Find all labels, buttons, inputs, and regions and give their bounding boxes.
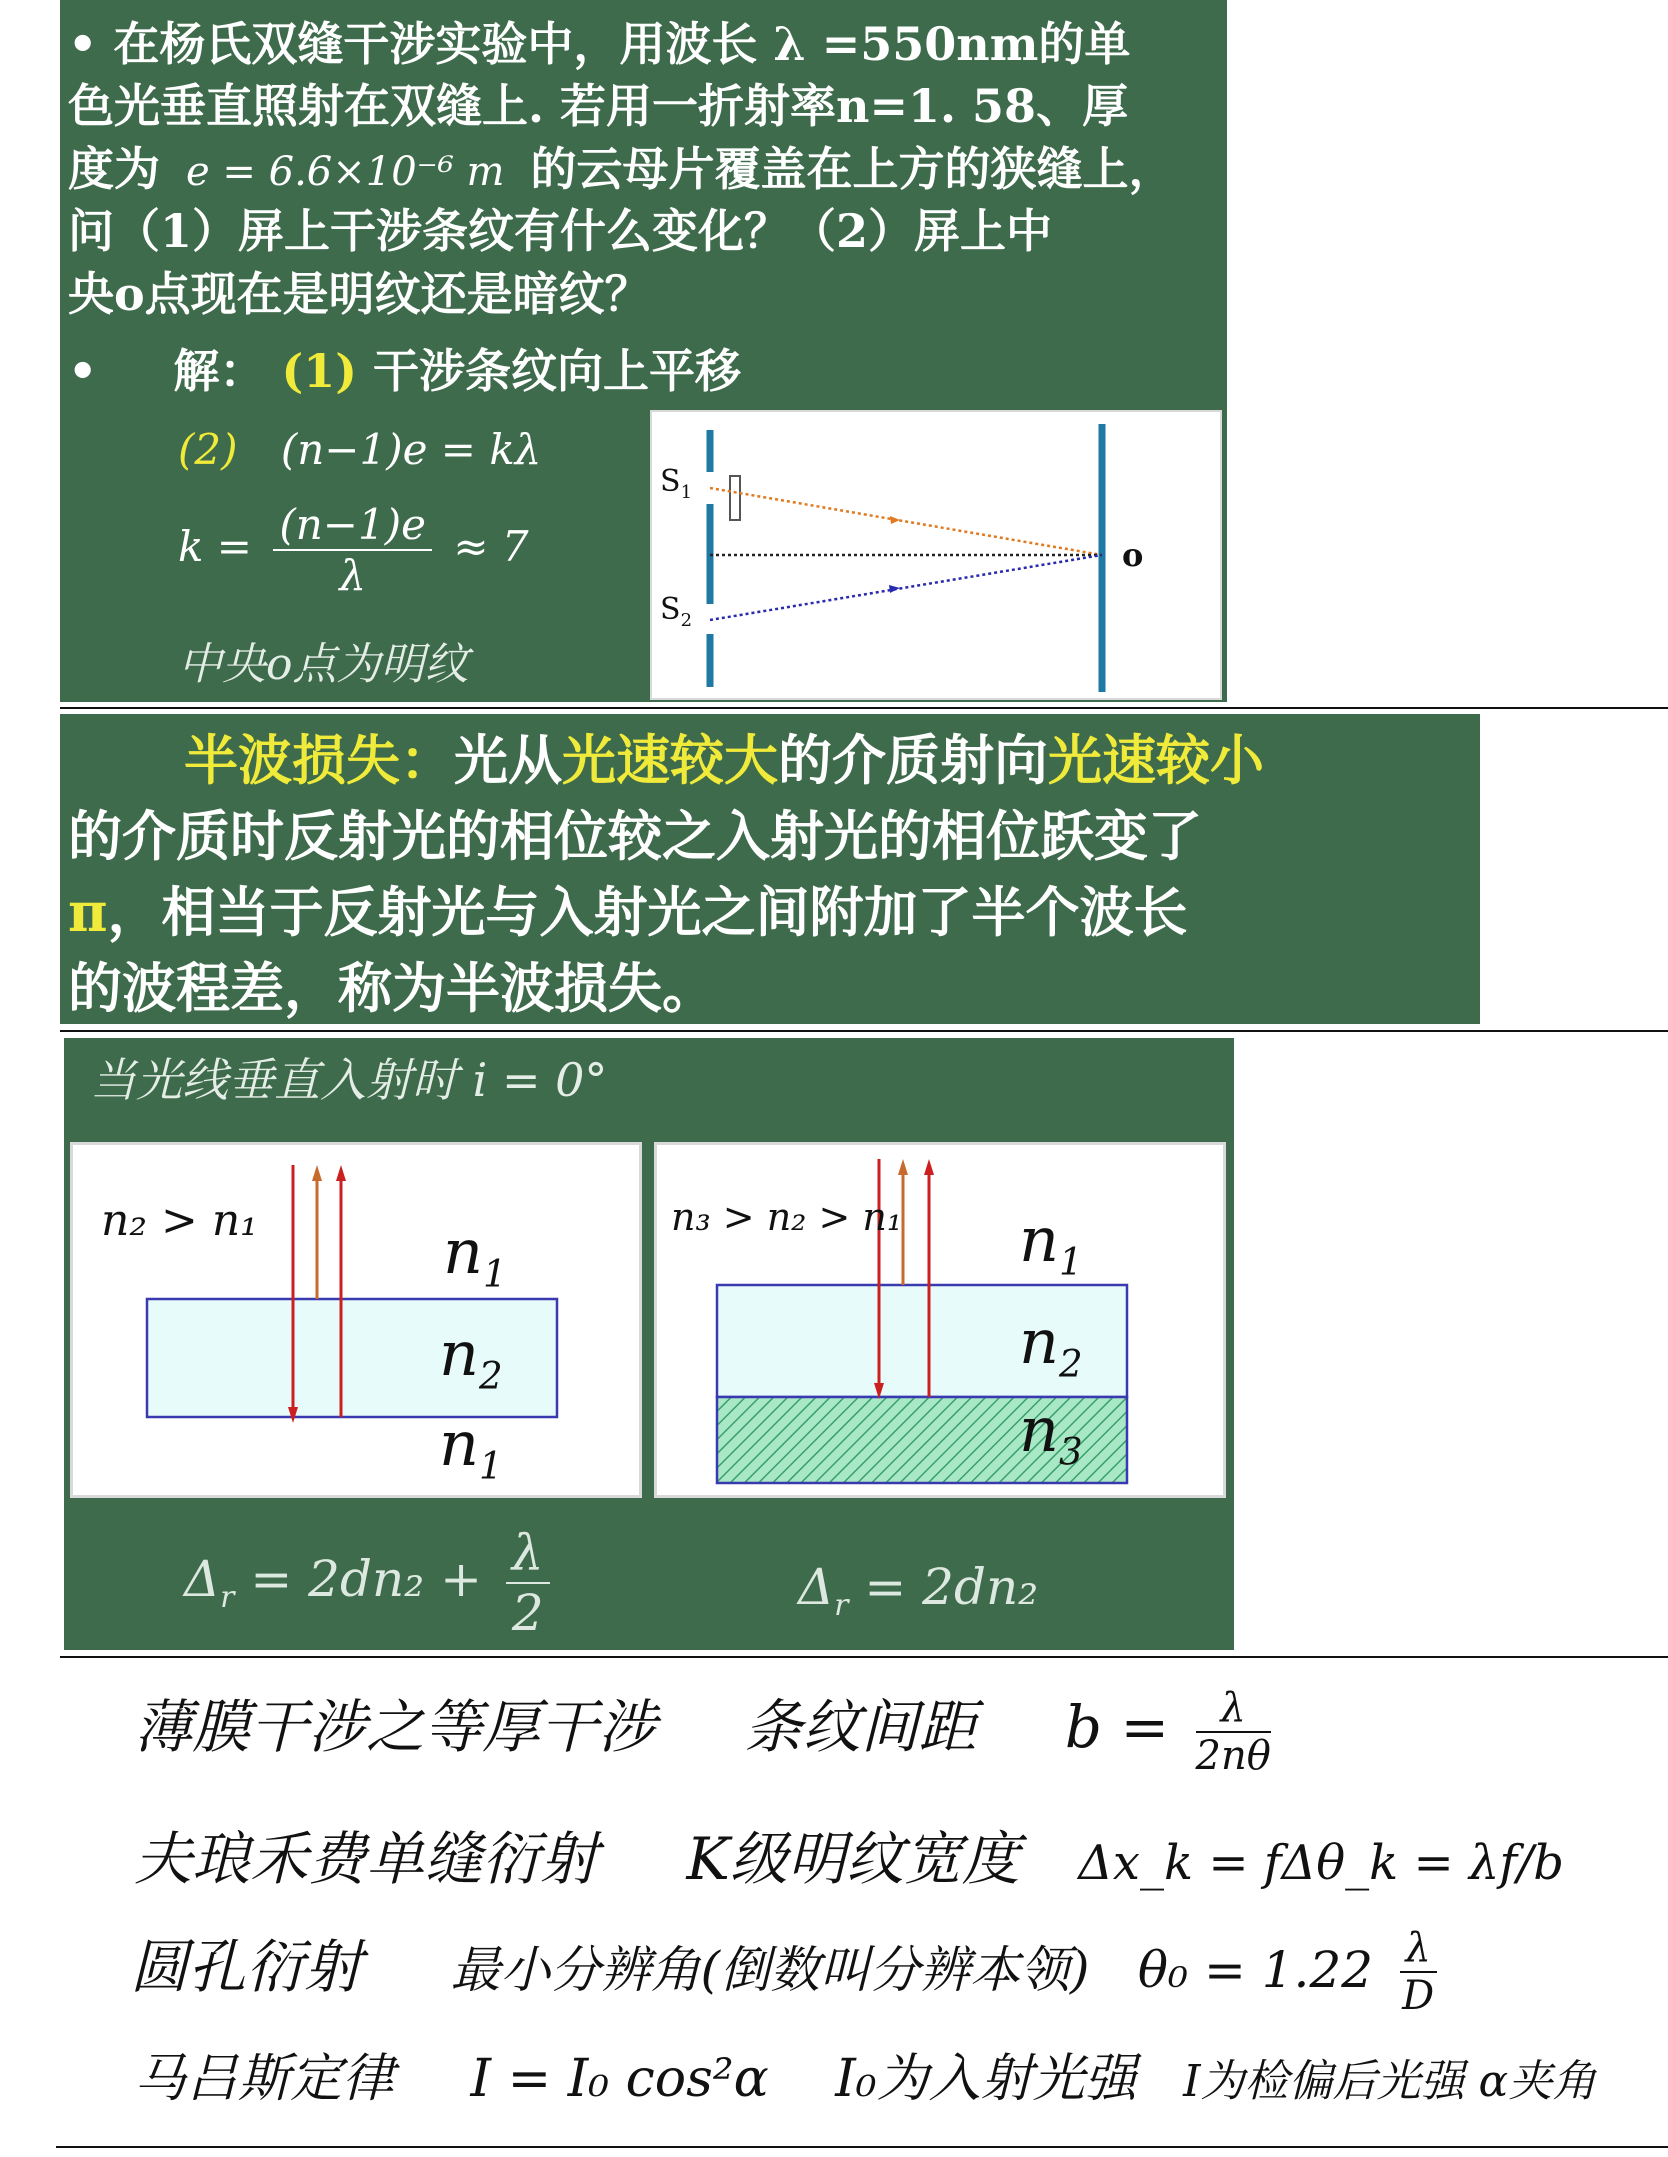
panel-double-film [654,1142,1226,1498]
note-1-num: λ [1196,1685,1271,1733]
ray-s2-arrow [889,585,900,593]
hwl-term: 半波损失： [184,728,454,792]
note-malus-law [134,2036,1596,2111]
label-s1-sub: 1 [680,482,693,503]
problem-line-4: 问（1）屏上干涉条纹有什么变化？（2）屏上中 [68,204,1053,258]
note-2-label: K级明纹宽度 [686,1825,1020,1893]
problem-line-3 [68,133,1174,199]
hwl-line-2: 的介质时反射光的相位较之入射光的相位跃变了 [68,804,1202,868]
note-4-topic: 马吕斯定律 [134,2049,395,2109]
reflect-arrow-1 [312,1165,322,1181]
eq2-lhs: k = [178,522,252,571]
note-2-topic: 夫琅禾费单缝衍射 [134,1825,599,1893]
formula-right-mid: = 2dn₂ [864,1558,1039,1616]
ray-s1-arrow [890,516,900,524]
hwl-text-1: 光从 [454,728,562,792]
solution-eq1 [178,425,541,474]
slide-half-wave-loss [60,714,1480,1024]
note-4-i: I为检偏后光强 α夹角 [1183,2056,1597,2107]
label-top-n1-letter: n [443,1215,483,1288]
solution-part1-number: (1) [281,344,357,398]
separator-1 [60,707,1668,709]
note-1-formula: b = [1064,1693,1170,1761]
problem-line-2: 色光垂直照射在双缝上. 若用一折射率n=1. 58、厚 [68,79,1129,133]
label-s1-letter: S [660,464,681,499]
formula-right [798,1558,1038,1623]
reflect-arrow-r1 [898,1159,908,1175]
formula-left-den: 2 [511,1584,544,1642]
slide-young-double-slit [60,0,1227,702]
reflect-arrow-r2 [924,1159,934,1175]
label-s2-letter: S [660,592,681,627]
solution-bullet: • [68,344,98,398]
label-r-n3-sub: 3 [1058,1429,1083,1474]
hwl-faster: 光速较大 [562,728,778,792]
formula-left-num: λ [506,1524,550,1584]
label-mid-n2 [439,1317,503,1397]
label-mid-n2-letter: n [439,1317,479,1390]
formula-left-delta: Δ [184,1550,221,1608]
note-1-topic: 薄膜干涉之等厚干涉 [134,1693,657,1761]
label-top-n1-sub: 1 [482,1251,507,1296]
mica-thickness: e = 6.6×10⁻⁶ m [186,149,505,195]
mica-slab [730,476,740,520]
label-r-n2 [1019,1305,1083,1385]
formula-left-sub: r [220,1580,235,1615]
hwl-line-3 [68,870,1188,947]
note-4-formula: I = I₀ cos²α [470,2049,769,2109]
note-3-fraction [1400,1925,1437,2019]
label-r-n1 [1019,1203,1083,1283]
note-thin-film [134,1680,1279,1779]
note-3-num: λ [1400,1925,1437,1973]
label-s2-sub: 2 [680,610,693,631]
problem-line-3b: 的云母片覆盖在上方的狭缝上， [530,142,1175,196]
label-bot-n1-sub: 1 [478,1443,503,1488]
note-4-i0: I₀为入射光强 [835,2049,1137,2109]
label-r-n3-letter: n [1019,1393,1059,1466]
reflect-arrow-2 [336,1165,346,1181]
slide-normal-incidence [64,1038,1234,1650]
note-2-formula: Δx_k = fΔθ_k = λf/b [1078,1835,1565,1891]
problem-line-3a: 度为 [68,142,160,196]
hwl-line-4: 的波程差，称为半波损失。 [68,956,716,1020]
label-top-n1 [443,1215,507,1295]
solution-eq2 [178,500,529,600]
note-circular-aperture [130,1920,1445,2019]
cond-double: n₃ > n₂ > n₁ [671,1195,903,1239]
eq2-denominator: λ [339,551,366,600]
note-1-den: 2nθ [1195,1732,1271,1779]
hwl-text-3: ，相当于反射光与入射光之间附加了半个波长 [107,880,1188,944]
label-bot-n1 [439,1407,503,1487]
normal-incidence-title: 当光线垂直入射时 i = 0° [90,1053,608,1107]
formula-right-delta: Δ [798,1558,835,1616]
note-3-den: D [1402,1972,1435,2019]
label-r-n3 [1019,1393,1083,1473]
cond-single: n₂ > n₁ [101,1195,258,1246]
label-mid-n2-sub: 2 [478,1353,503,1398]
separator-2 [60,1030,1668,1032]
note-1-label: 条纹间距 [744,1693,977,1761]
label-r-n2-sub: 2 [1058,1341,1083,1386]
double-slit-diagram [650,410,1222,700]
panel-single-film [70,1142,642,1498]
problem-line-5: 央o点现在是明纹还是暗纹？ [68,267,651,321]
label-o: o [1122,536,1144,574]
formula-left-fraction [506,1524,550,1642]
solution-part1-text: 干涉条纹向上平移 [373,344,741,398]
formula-left-mid: = 2dn₂ + [250,1550,482,1608]
eq2-rhs: ≈ 7 [453,522,529,571]
solution-conclusion: 中央o点为明纹 [178,639,469,690]
note-3-topic: 圆孔衍射 [130,1933,363,2001]
problem-line-1: • 在杨氏双缝干涉实验中，用波长 λ =550nm的单 [68,17,1131,71]
note-1-fraction [1196,1685,1271,1779]
solution-label: 解： [173,344,266,398]
formula-right-sub: r [834,1588,849,1623]
label-s1 [660,464,692,503]
label-r-n1-sub: 1 [1058,1239,1083,1284]
note-single-slit [134,1812,1564,1896]
equation-phase: (n−1)e = kλ [280,425,542,474]
note-3-label: 最小分辨角(倒数叫分辨本领) [450,1941,1090,1999]
eq2-fraction [273,500,432,600]
hwl-pi: π [68,880,108,944]
formula-left [184,1524,558,1642]
label-s2 [660,592,692,631]
hwl-line-1 [68,718,1264,795]
hwl-text-2: 的介质射向 [778,728,1048,792]
label-bot-n1-letter: n [439,1407,479,1480]
label-r-n2-letter: n [1019,1305,1059,1378]
hwl-slower: 光速较小 [1048,728,1264,792]
note-3-formula: θ₀ = 1.22 [1137,1941,1374,1999]
separator-4 [56,2146,1668,2148]
eq2-numerator: (n−1)e [273,500,432,551]
ray-s1 [710,488,1102,555]
solution-part2-number: (2) [178,425,238,474]
label-r-n1-letter: n [1019,1203,1059,1276]
ray-s2 [710,555,1102,620]
solution-line-1 [68,335,741,401]
separator-3 [60,1656,1668,1658]
